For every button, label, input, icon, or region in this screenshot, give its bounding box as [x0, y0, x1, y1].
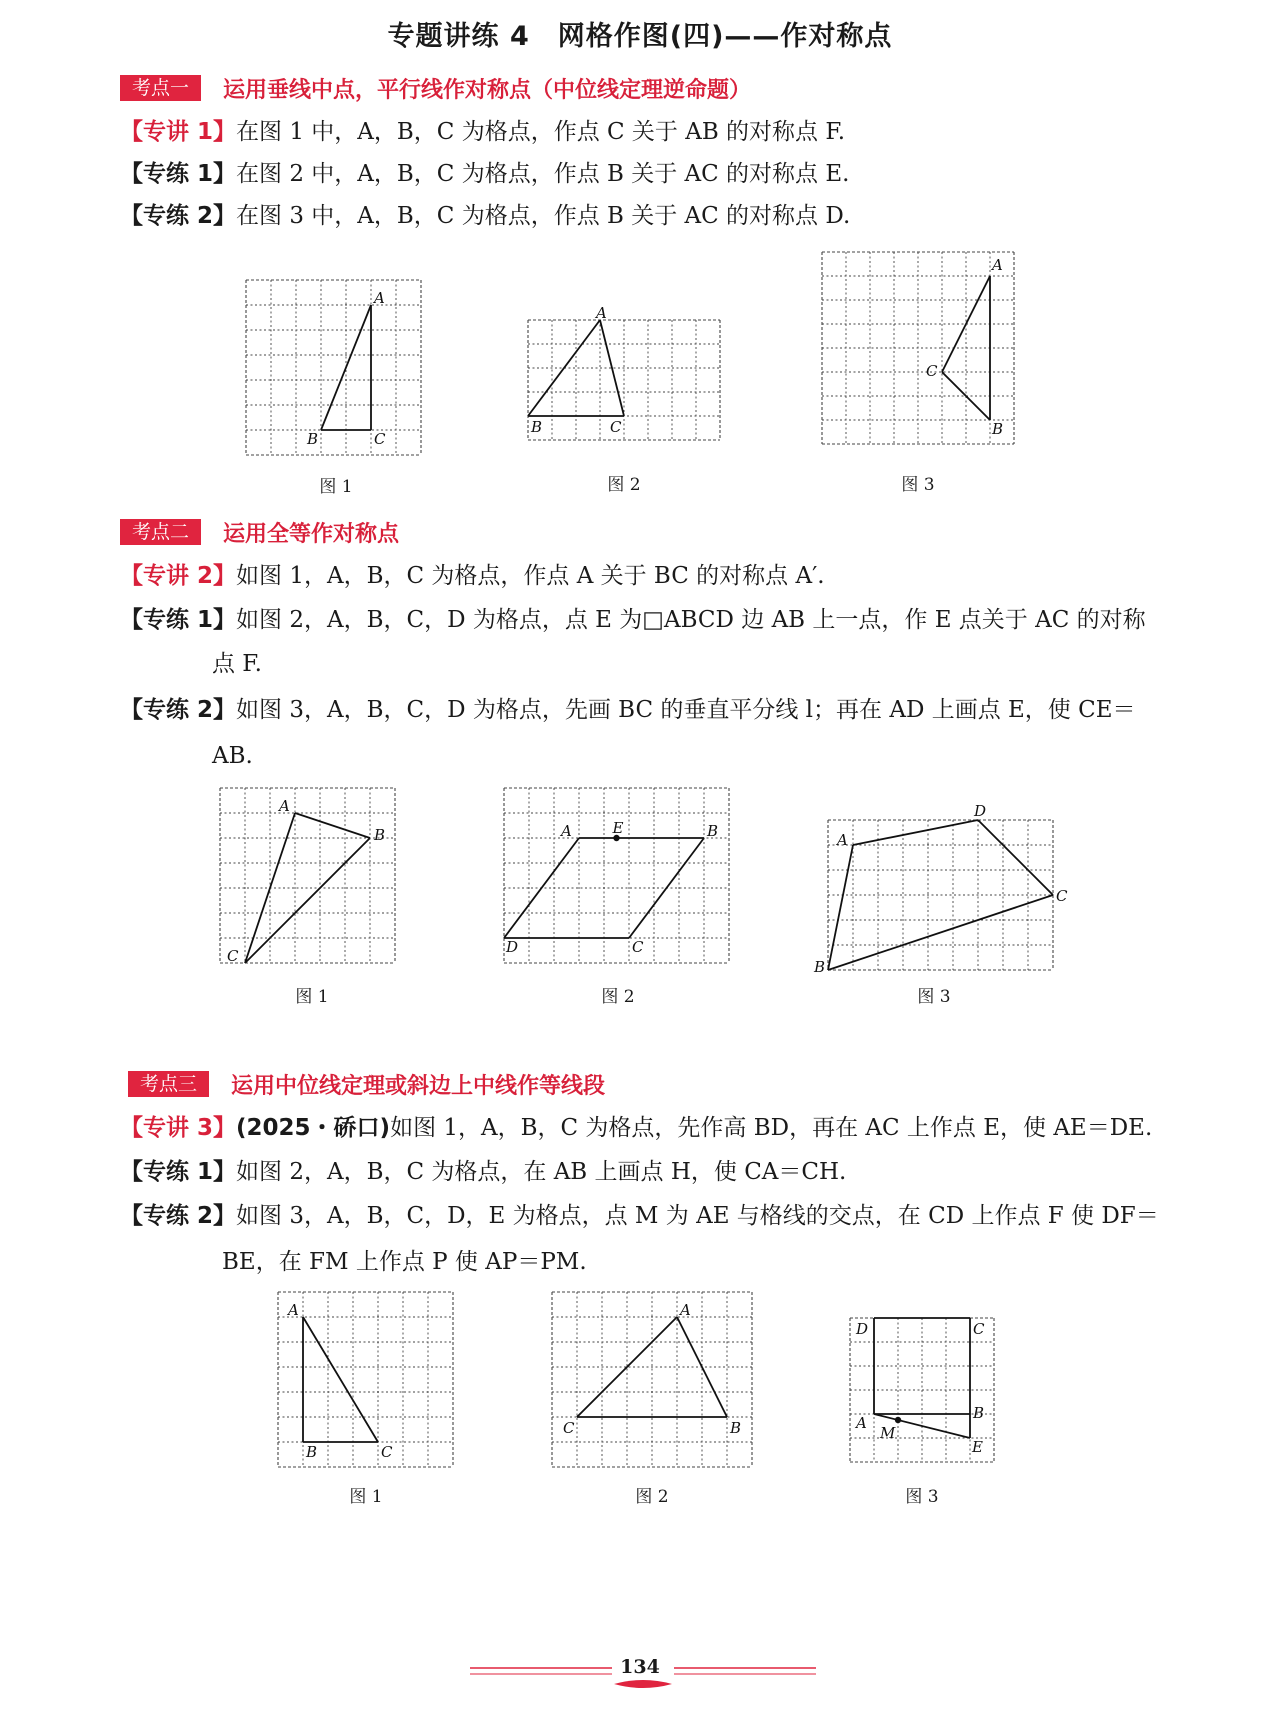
s1-item-3-text: 在图 3 中，A，B，C 为格点，作点 B 关于 AC 的对称点 D. [236, 203, 851, 229]
s2-item-1 [120, 560, 1170, 592]
s1-caption-1: 图 1 [319, 477, 353, 497]
section-3-badge: 考点三 [128, 1071, 209, 1097]
s1-item-1 [120, 116, 1170, 148]
point-label-B: B [730, 1419, 742, 1437]
s2-item-1-text: 如图 1，A，B，C 为格点，作点 A 关于 BC 的对称点 A′. [236, 563, 825, 589]
figure-segment [828, 845, 853, 970]
point-label-D: D [506, 938, 519, 956]
s3-item-2-text: 如图 2，A，B，C 为格点，在 AB 上画点 H，使 CA＝CH. [236, 1159, 847, 1185]
s3f2-grid [552, 1292, 752, 1467]
point-label-B: B [306, 1443, 318, 1461]
s3-caption-3: 图 3 [905, 1487, 939, 1507]
s1-item-2-text: 在图 2 中，A，B，C 为格点，作点 B 关于 AC 的对称点 E. [236, 161, 850, 187]
point-label-C: C [973, 1320, 985, 1338]
s2-item-2-text: 如图 2，A，B，C，D 为格点，点 E 为□ABCD 边 AB 上一点，作 E 点关于 AC 的对称 [236, 607, 1146, 633]
s3-item-2 [120, 1156, 1170, 1188]
section-1-title: 运用垂线中点，平行线作对称点（中位线定理逆命题） [223, 77, 752, 103]
point-label-C: C [381, 1443, 393, 1461]
point-label-C: C [374, 430, 386, 448]
s1-item-3-tag: 【专练 2】 [120, 203, 237, 229]
s1-figure-3 [820, 250, 1018, 456]
point-label-A: A [279, 797, 290, 815]
point-label-B: B [374, 826, 386, 844]
point-label-B: B [707, 822, 719, 840]
s1-caption-2: 图 2 [607, 475, 641, 495]
point-label-B: B [992, 420, 1004, 438]
s2-caption-3: 图 3 [917, 987, 951, 1007]
point-label-B: B [307, 430, 319, 448]
s1f1-grid [246, 280, 421, 455]
s2-item-1-tag: 【专讲 2】 [120, 563, 237, 589]
point-label-C: C [563, 1419, 575, 1437]
s2-caption-2: 图 2 [601, 987, 635, 1007]
s2-figure-2 [502, 786, 738, 968]
s3-item-1-text: 如图 1，A，B，C 为格点，先作高 BD，再在 AC 上作点 E，使 AE＝DE. [390, 1115, 1153, 1141]
s3-item-3-text: 如图 3，A，B，C，D，E 为格点，点 M 为 AE 与格线的交点，在 CD 上作点 F 使 DF＝ [236, 1203, 1159, 1229]
s1-item-2 [120, 158, 1170, 190]
s1-item-2-tag: 【专练 1】 [120, 161, 237, 187]
s2-figure-1 [218, 786, 418, 968]
point-label-C: C [1056, 887, 1068, 905]
s3-figure-2 [550, 1290, 752, 1472]
s2-item-3-text: 如图 3，A，B，C，D 为格点，先画 BC 的垂直平分线 l；再在 AD 上画点 E，使 CE＝ [236, 697, 1136, 723]
point-label-C: C [632, 938, 644, 956]
point-label-D: D [856, 1320, 869, 1338]
s1-figure-2 [526, 304, 722, 456]
figure-segment [600, 320, 624, 416]
s2-caption-1: 图 1 [295, 987, 329, 1007]
s3-caption-1: 图 1 [349, 1487, 383, 1507]
s1-item-1-tag: 【专讲 1】 [120, 119, 237, 145]
section-2-badge: 考点二 [120, 519, 201, 545]
s2-item-2 [120, 604, 1170, 636]
point-label-A: A [837, 831, 848, 849]
figure-segment [303, 1317, 378, 1442]
point-label-M: M [880, 1424, 896, 1442]
point-label-A: A [992, 256, 1003, 274]
point-label-A: A [596, 304, 607, 322]
point-label-A: A [561, 822, 572, 840]
figure-segment [828, 895, 1053, 970]
s2-figure-3 [814, 802, 1068, 976]
s3-item-3-tag: 【专练 2】 [120, 1203, 237, 1229]
s1f2-grid [528, 320, 720, 440]
point-label-D: D [974, 802, 987, 820]
s2-item-3-cont: AB. [212, 743, 253, 769]
s3-figure-1 [276, 1290, 456, 1472]
figure-segment [853, 820, 978, 845]
s1-caption-3: 图 3 [901, 475, 935, 495]
point-label-B: B [814, 958, 826, 976]
section-1-badge: 考点一 [120, 75, 201, 101]
figure-segment [978, 820, 1053, 895]
s3-item-1 [120, 1112, 1170, 1144]
section-1-header [120, 72, 751, 104]
section-2-title: 运用全等作对称点 [223, 521, 400, 547]
section-3-title: 运用中位线定理或斜边上中线作等线段 [231, 1073, 606, 1099]
point-label-C: C [610, 418, 622, 436]
s2-item-3 [120, 694, 1170, 726]
point-label-E: E [612, 819, 624, 837]
s3-item-3-cont: BE，在 FM 上作点 P 使 AP＝PM. [222, 1249, 587, 1275]
point-label-A: A [856, 1414, 867, 1432]
section-2-header [120, 516, 399, 548]
figure-segment [295, 813, 370, 838]
point-label-B: B [973, 1404, 985, 1422]
s3-item-2-tag: 【专练 1】 [120, 1159, 237, 1185]
s2-item-3-tag: 【专练 2】 [120, 697, 237, 723]
page-number: 134 [620, 1656, 660, 1678]
s1-figure-1 [244, 278, 424, 460]
section-3-header [128, 1068, 605, 1100]
s2-item-2-cont: 点 F. [212, 651, 262, 677]
s3-caption-2: 图 2 [635, 1487, 669, 1507]
s1-item-3 [120, 200, 1170, 232]
point-label-B: B [531, 418, 543, 436]
point-label-A: A [288, 1301, 299, 1319]
point-label-C: C [227, 947, 239, 965]
s3-item-3 [120, 1200, 1170, 1232]
s2f2-grid [504, 788, 729, 963]
point-label-A: A [374, 289, 385, 307]
point-dot [895, 1417, 901, 1423]
s3-item-1-tag: 【专讲 3】 [120, 1115, 237, 1141]
point-label-C: C [926, 362, 938, 380]
point-label-A: A [680, 1301, 691, 1319]
s1-item-1-text: 在图 1 中，A，B，C 为格点，作点 C 关于 AB 的对称点 F. [236, 119, 846, 145]
s3-figure-3 [848, 1316, 996, 1472]
s3-item-1-source: (2025・硚口) [236, 1115, 391, 1141]
page-title: 专题讲练 4 网格作图(四)——作对称点 [387, 21, 893, 52]
s2f1-grid [220, 788, 395, 963]
point-label-E: E [972, 1438, 983, 1456]
s2-item-2-tag: 【专练 1】 [120, 607, 237, 633]
figure-segment [245, 838, 370, 963]
